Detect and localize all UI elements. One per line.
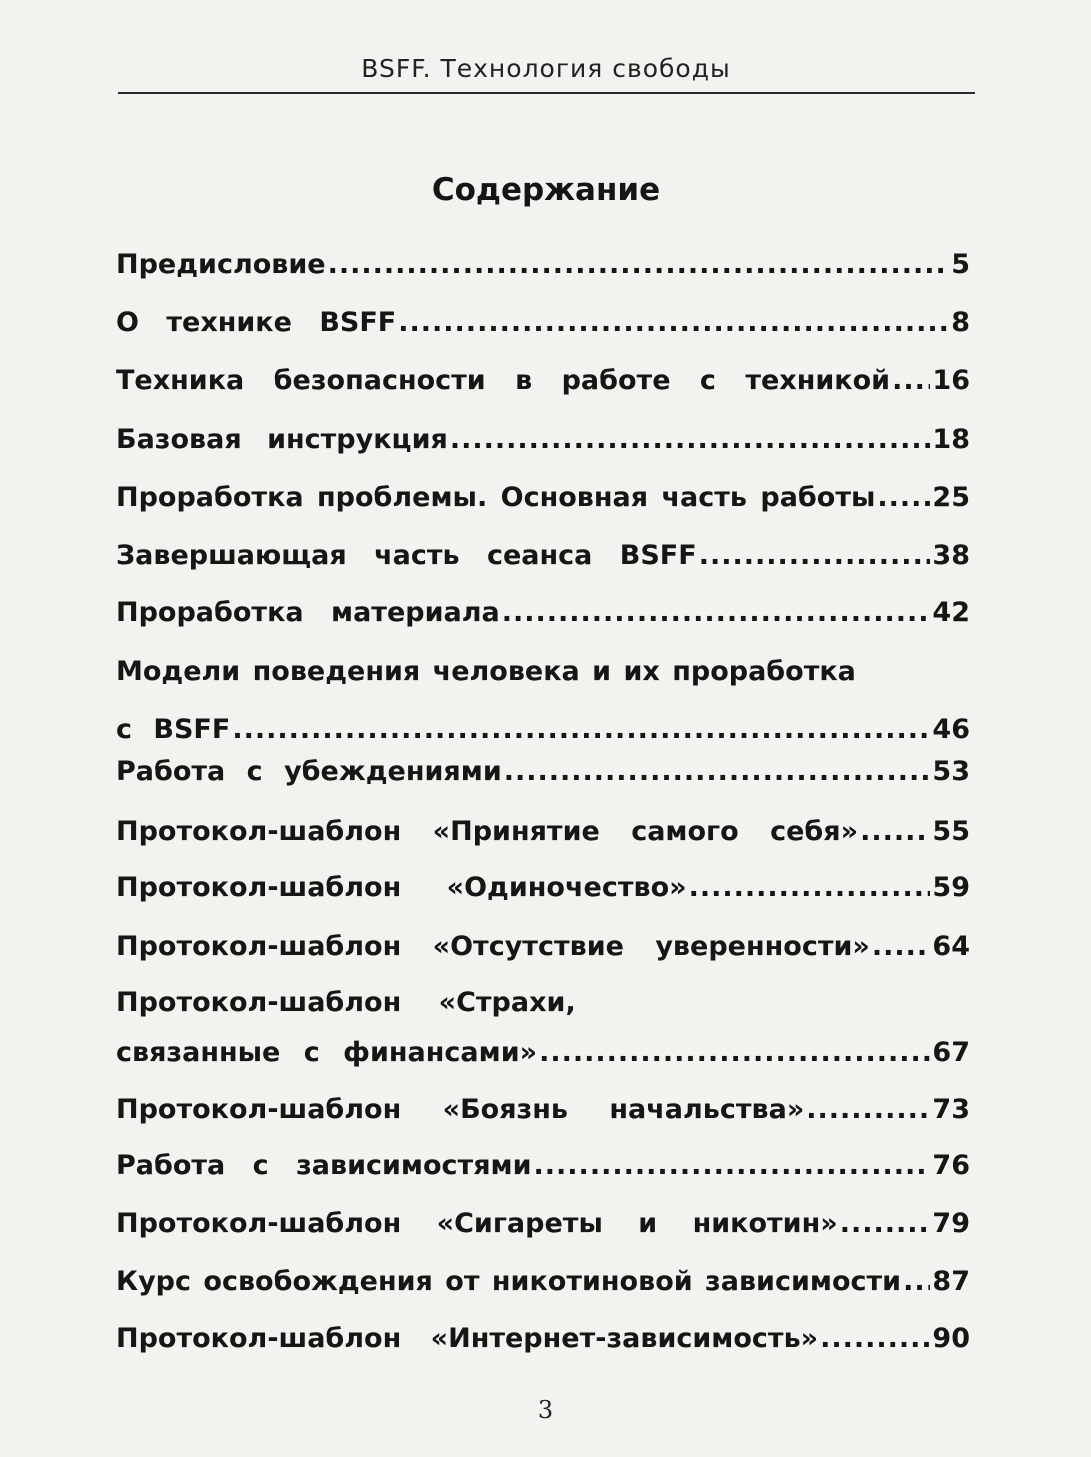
toc-entry-money-fears[interactable] <box>116 983 970 1073</box>
entry-page: 8 <box>951 307 970 338</box>
leader-dots <box>539 1033 930 1073</box>
toc-entry-material[interactable] <box>116 593 970 633</box>
entry-title-line1: Протокол-шаблон «Страхи, <box>116 987 576 1018</box>
leader-dots <box>504 752 931 792</box>
toc-entry-behavior-models[interactable] <box>116 652 970 750</box>
leader-dots <box>820 1319 930 1359</box>
entry-page: 73 <box>932 1094 970 1125</box>
entry-page: 67 <box>932 1037 970 1068</box>
toc-entry-addictions[interactable] <box>116 1146 970 1186</box>
leader-dots <box>328 245 950 285</box>
leader-dots <box>398 303 949 343</box>
running-head: BSFF. Технология свободы <box>361 54 731 83</box>
toc-entry-preface[interactable] <box>116 245 970 285</box>
toc-entry-problem-work[interactable] <box>116 478 970 518</box>
leader-dots <box>877 478 930 518</box>
entry-title: Работа с убеждениями <box>116 756 502 787</box>
entry-page: 42 <box>932 597 970 628</box>
entry-title: Предисловие <box>116 249 326 280</box>
entry-title: связанные с финансами» <box>116 1037 538 1068</box>
toc-entry-beliefs[interactable] <box>116 752 970 792</box>
toc-entry-self-acceptance[interactable] <box>116 812 970 852</box>
entry-page: 55 <box>932 816 970 847</box>
leader-dots <box>232 710 930 750</box>
entry-title: Базовая инструкция <box>116 424 448 455</box>
entry-page: 64 <box>932 931 970 962</box>
entry-title: Проработка материала <box>116 597 500 628</box>
toc-entry-about-bsff[interactable] <box>116 303 970 343</box>
entry-page: 79 <box>932 1208 970 1239</box>
table-of-contents <box>116 0 970 1400</box>
entry-title: Протокол-шаблон «Одиночество» <box>116 872 687 903</box>
leader-dots <box>502 593 931 633</box>
toc-entry-fear-of-boss[interactable] <box>116 1090 970 1130</box>
page-number: 3 <box>537 1396 554 1424</box>
entry-page: 87 <box>932 1266 970 1297</box>
entry-page: 53 <box>932 756 970 787</box>
entry-page: 38 <box>932 540 970 571</box>
toc-entry-loneliness[interactable] <box>116 868 970 908</box>
toc-entry-safety[interactable] <box>116 361 970 401</box>
entry-page: 90 <box>932 1323 970 1354</box>
entry-page: 25 <box>932 482 970 513</box>
leader-dots <box>840 1204 931 1244</box>
leader-dots <box>872 927 931 967</box>
entry-page: 18 <box>932 424 970 455</box>
entry-title: Протокол-шаблон «Боязнь начальства» <box>116 1094 805 1125</box>
leader-dots <box>892 361 930 401</box>
entry-title: с BSFF <box>116 714 231 745</box>
entry-page: 5 <box>951 249 970 280</box>
toc-entry-final-part[interactable] <box>116 536 970 576</box>
entry-page: 46 <box>932 714 970 745</box>
entry-title: Проработка проблемы. Основная часть работы <box>116 482 876 513</box>
entry-title: Техника безопасности в работе с техникой <box>116 365 891 396</box>
toc-entry-basic-instruction[interactable] <box>116 420 970 460</box>
entry-title: Завершающая часть сеанса BSFF <box>116 540 697 571</box>
toc-entry-internet-addiction[interactable] <box>116 1319 970 1359</box>
entry-page: 16 <box>932 365 970 396</box>
leader-dots <box>860 812 930 852</box>
toc-entry-lack-of-confidence[interactable] <box>116 927 970 967</box>
leader-dots <box>450 420 931 460</box>
entry-title-line1: Модели поведения человека и их проработка <box>116 656 856 687</box>
entry-title: О технике BSFF <box>116 307 397 338</box>
entry-title: Работа с зависимостями <box>116 1150 532 1181</box>
entry-title: Протокол-шаблон «Отсутствие уверенности» <box>116 931 870 962</box>
leader-dots <box>806 1090 930 1130</box>
entry-title: Протокол-шаблон «Интернет-зависимость» <box>116 1323 819 1354</box>
leader-dots <box>699 536 931 576</box>
leader-dots <box>534 1146 931 1186</box>
toc-entry-nicotine-course[interactable] <box>116 1262 970 1302</box>
entry-title: Курс освобождения от никотиновой зависимости <box>116 1266 902 1297</box>
entry-title: Протокол-шаблон «Принятие самого себя» <box>116 816 859 847</box>
leader-dots <box>903 1262 930 1302</box>
entry-page: 59 <box>932 872 970 903</box>
entry-title: Протокол-шаблон «Сигареты и никотин» <box>116 1208 838 1239</box>
toc-entry-cigarettes[interactable] <box>116 1204 970 1244</box>
leader-dots <box>689 868 931 908</box>
toc-title: Содержание <box>431 172 661 208</box>
entry-page: 76 <box>932 1150 970 1181</box>
